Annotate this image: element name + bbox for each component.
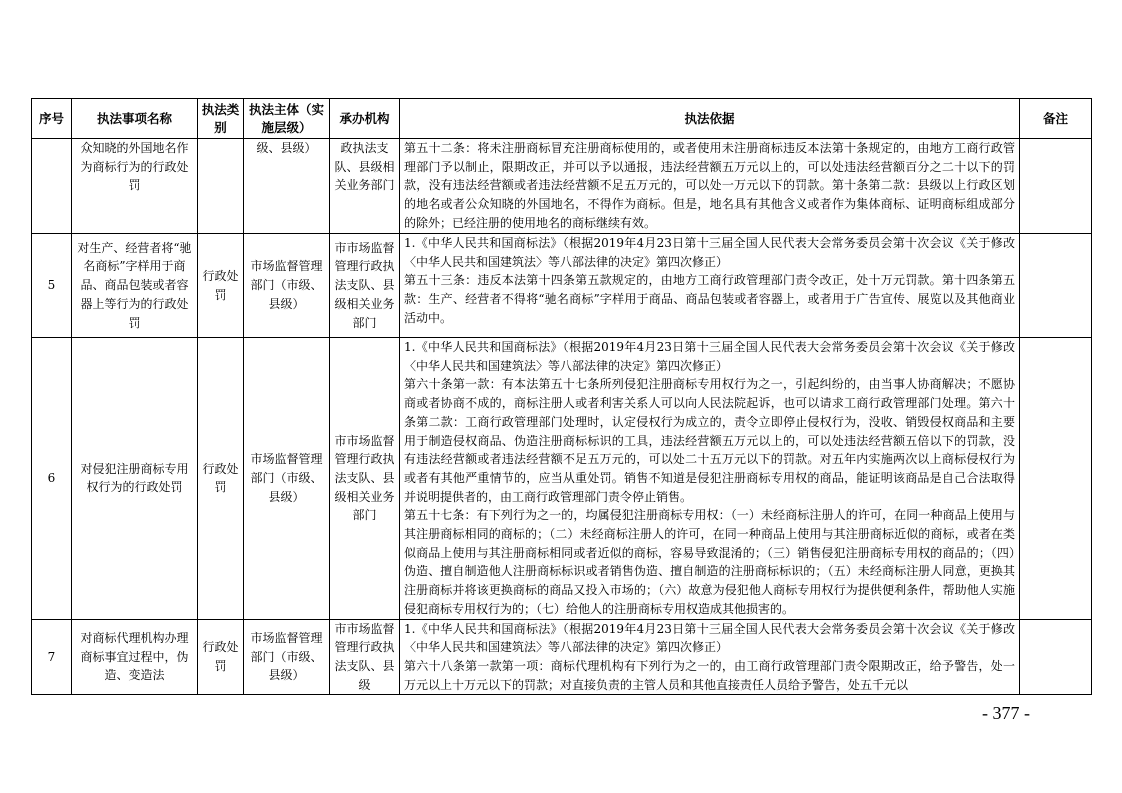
cell-seq xyxy=(32,139,72,234)
basis-paragraph: 1.《中华人民共和国商标法》（根据2019年4月23日第十三届全国人民代表大会常务委员会第十次会议《关于修改〈中华人民共和国建筑法〉等八部法律的决定》第四次修正） xyxy=(404,621,1015,655)
enforcement-table xyxy=(31,98,1092,695)
header-subject: 执法主体（实施层级） xyxy=(244,99,330,139)
table-header-row xyxy=(32,99,1092,139)
basis-paragraph: 第六十条第一款：有本法第五十七条所列侵犯注册商标专用权行为之一，引起纠纷的，由当事人协商解决；不愿协商或者协商不成的，商标注册人或者利害关系人可以向人民法院起诉，也可以请求工商行政管理部门处理。第六十条第二款：工商行政管理部门处理时，认定侵权行为成立的，责令立即停止侵权行为，没收、销毁侵权商品和主要用于制造侵权商品、伪造注册商标标识的工具，违法经营额五万元以上的，可以处违法经营额五倍以下的罚款，没有违法经营额或者违法经营额不足五万元的，可以处二十五万元以下的罚款。对五年内实施两次以上商标侵权行为或者有其他严重情节的，应当从重处罚。销售不知道是侵犯注册商标专用权的商品，能证明该商品是自己合法取得并说明提供者的，由工商行政管理部门责令停止销售。 xyxy=(404,377,1015,504)
cell-name: 众知晓的外国地名作为商标行为的行政处罚 xyxy=(72,139,198,234)
cell-basis xyxy=(400,338,1020,620)
basis-paragraph: 1.《中华人民共和国商标法》（根据2019年4月23日第十三届全国人民代表大会常务委员会第十次会议《关于修改〈中华人民共和国建筑法〉等八部法律的决定》第四次修正） xyxy=(404,236,1015,269)
cell-basis xyxy=(400,234,1020,338)
cell-agency: 市市场监督管理行政执法支队、县级 xyxy=(330,619,400,695)
cell-remark xyxy=(1020,619,1092,695)
cell-basis xyxy=(400,139,1020,234)
table-row xyxy=(32,234,1092,338)
cell-category xyxy=(198,139,244,234)
cell-name: 对商标代理机构办理商标事宜过程中，伪造、变造法 xyxy=(72,619,198,695)
cell-subject: 市场监督管理部门（市级、县级） xyxy=(244,234,330,338)
page-number: - 377 - xyxy=(982,703,1030,723)
cell-subject: 市场监督管理部门（市级、县级） xyxy=(244,619,330,695)
table-row xyxy=(32,338,1092,620)
basis-paragraph: 第六十八条第一款第一项：商标代理机构有下列行为之一的，由工商行政管理部门责令限期改正，给予警告，处一万元以上十万元以下的罚款；对直接负责的主管人员和其他直接责任人员给予警告，处五千元以 xyxy=(404,658,1015,692)
basis-paragraph: 第五十三条：违反本法第十四条第五款规定的，由地方工商行政管理部门责令改正，处十万元罚款。第十四条第五款：生产、经营者不得将“驰名商标”字样用于商品、商品包装或者容器上，或者用于广告宣传、展览以及其他商业活动中。 xyxy=(404,273,1015,325)
cell-remark xyxy=(1020,338,1092,620)
cell-basis xyxy=(400,619,1020,695)
cell-subject: 级、县级） xyxy=(244,139,330,234)
cell-category: 行政处罚 xyxy=(198,338,244,620)
header-category: 执法类别 xyxy=(198,99,244,139)
basis-paragraph: 第五十七条：有下列行为之一的，均属侵犯注册商标专用权：（一）未经商标注册人的许可，在同一种商品上使用与其注册商标相同的商标的；（二）未经商标注册人的许可，在同一种商品上使用与其注册商标近似的商标，或者在类似商品上使用与其注册商标相同或者近似的商标，容易导致混淆的；（三）销售侵犯注册商标专用权的商品的；（四）伪造、擅自制造他人注册商标标识或者销售伪造、擅自制造的注册商标标识的；（五）未经商标注册人同意，更换其注册商标并将该更换商标的商品又投入市场的；（六）故意为侵犯他人商标专用权行为提供便利条件，帮助他人实施侵犯商标专用权行为的；（七）给他人的注册商标专用权造成其他损害的。 xyxy=(404,508,1015,616)
cell-category: 行政处罚 xyxy=(198,234,244,338)
cell-agency: 市市场监督管理行政执法支队、县级相关业务部门 xyxy=(330,338,400,620)
cell-remark xyxy=(1020,139,1092,234)
cell-seq: 7 xyxy=(32,619,72,695)
header-basis: 执法依据 xyxy=(400,99,1020,139)
cell-name: 对侵犯注册商标专用权行为的行政处罚 xyxy=(72,338,198,620)
cell-remark xyxy=(1020,234,1092,338)
basis-paragraph: 第五十二条：将未注册商标冒充注册商标使用的，或者使用未注册商标违反本法第十条规定的，由地方工商行政管理部门予以制止，限期改正，并可以予以通报，违法经营额五万元以上的，可以处违法经营额百分之二十以下的罚款，没有违法经营额或者违法经营额不足五万元的，可以处一万元以下的罚款。第十条第二款：县级以上行政区划的地名或者公众知晓的外国地名，不得作为商标。但是，地名具有其他含义或者作为集体商标、证明商标组成部分的除外；已经注册的使用地名的商标继续有效。 xyxy=(404,141,1015,230)
header-remark: 备注 xyxy=(1020,99,1092,139)
basis-paragraph: 1.《中华人民共和国商标法》（根据2019年4月23日第十三届全国人民代表大会常务委员会第十次会议《关于修改〈中华人民共和国建筑法〉等八部法律的决定》第四次修正） xyxy=(404,340,1015,373)
header-name: 执法事项名称 xyxy=(72,99,198,139)
header-seq: 序号 xyxy=(32,99,72,139)
cell-category: 行政处罚 xyxy=(198,619,244,695)
cell-subject: 市场监督管理部门（市级、县级） xyxy=(244,338,330,620)
table-row xyxy=(32,139,1092,234)
cell-seq: 6 xyxy=(32,338,72,620)
cell-agency: 政执法支队、县级相关业务部门 xyxy=(330,139,400,234)
cell-seq: 5 xyxy=(32,234,72,338)
cell-name: 对生产、经营者将“驰名商标”字样用于商品、商品包装或者容器上等行为的行政处罚 xyxy=(72,234,198,338)
cell-agency: 市市场监督管理行政执法支队、县级相关业务部门 xyxy=(330,234,400,338)
header-agency: 承办机构 xyxy=(330,99,400,139)
table-row xyxy=(32,619,1092,695)
